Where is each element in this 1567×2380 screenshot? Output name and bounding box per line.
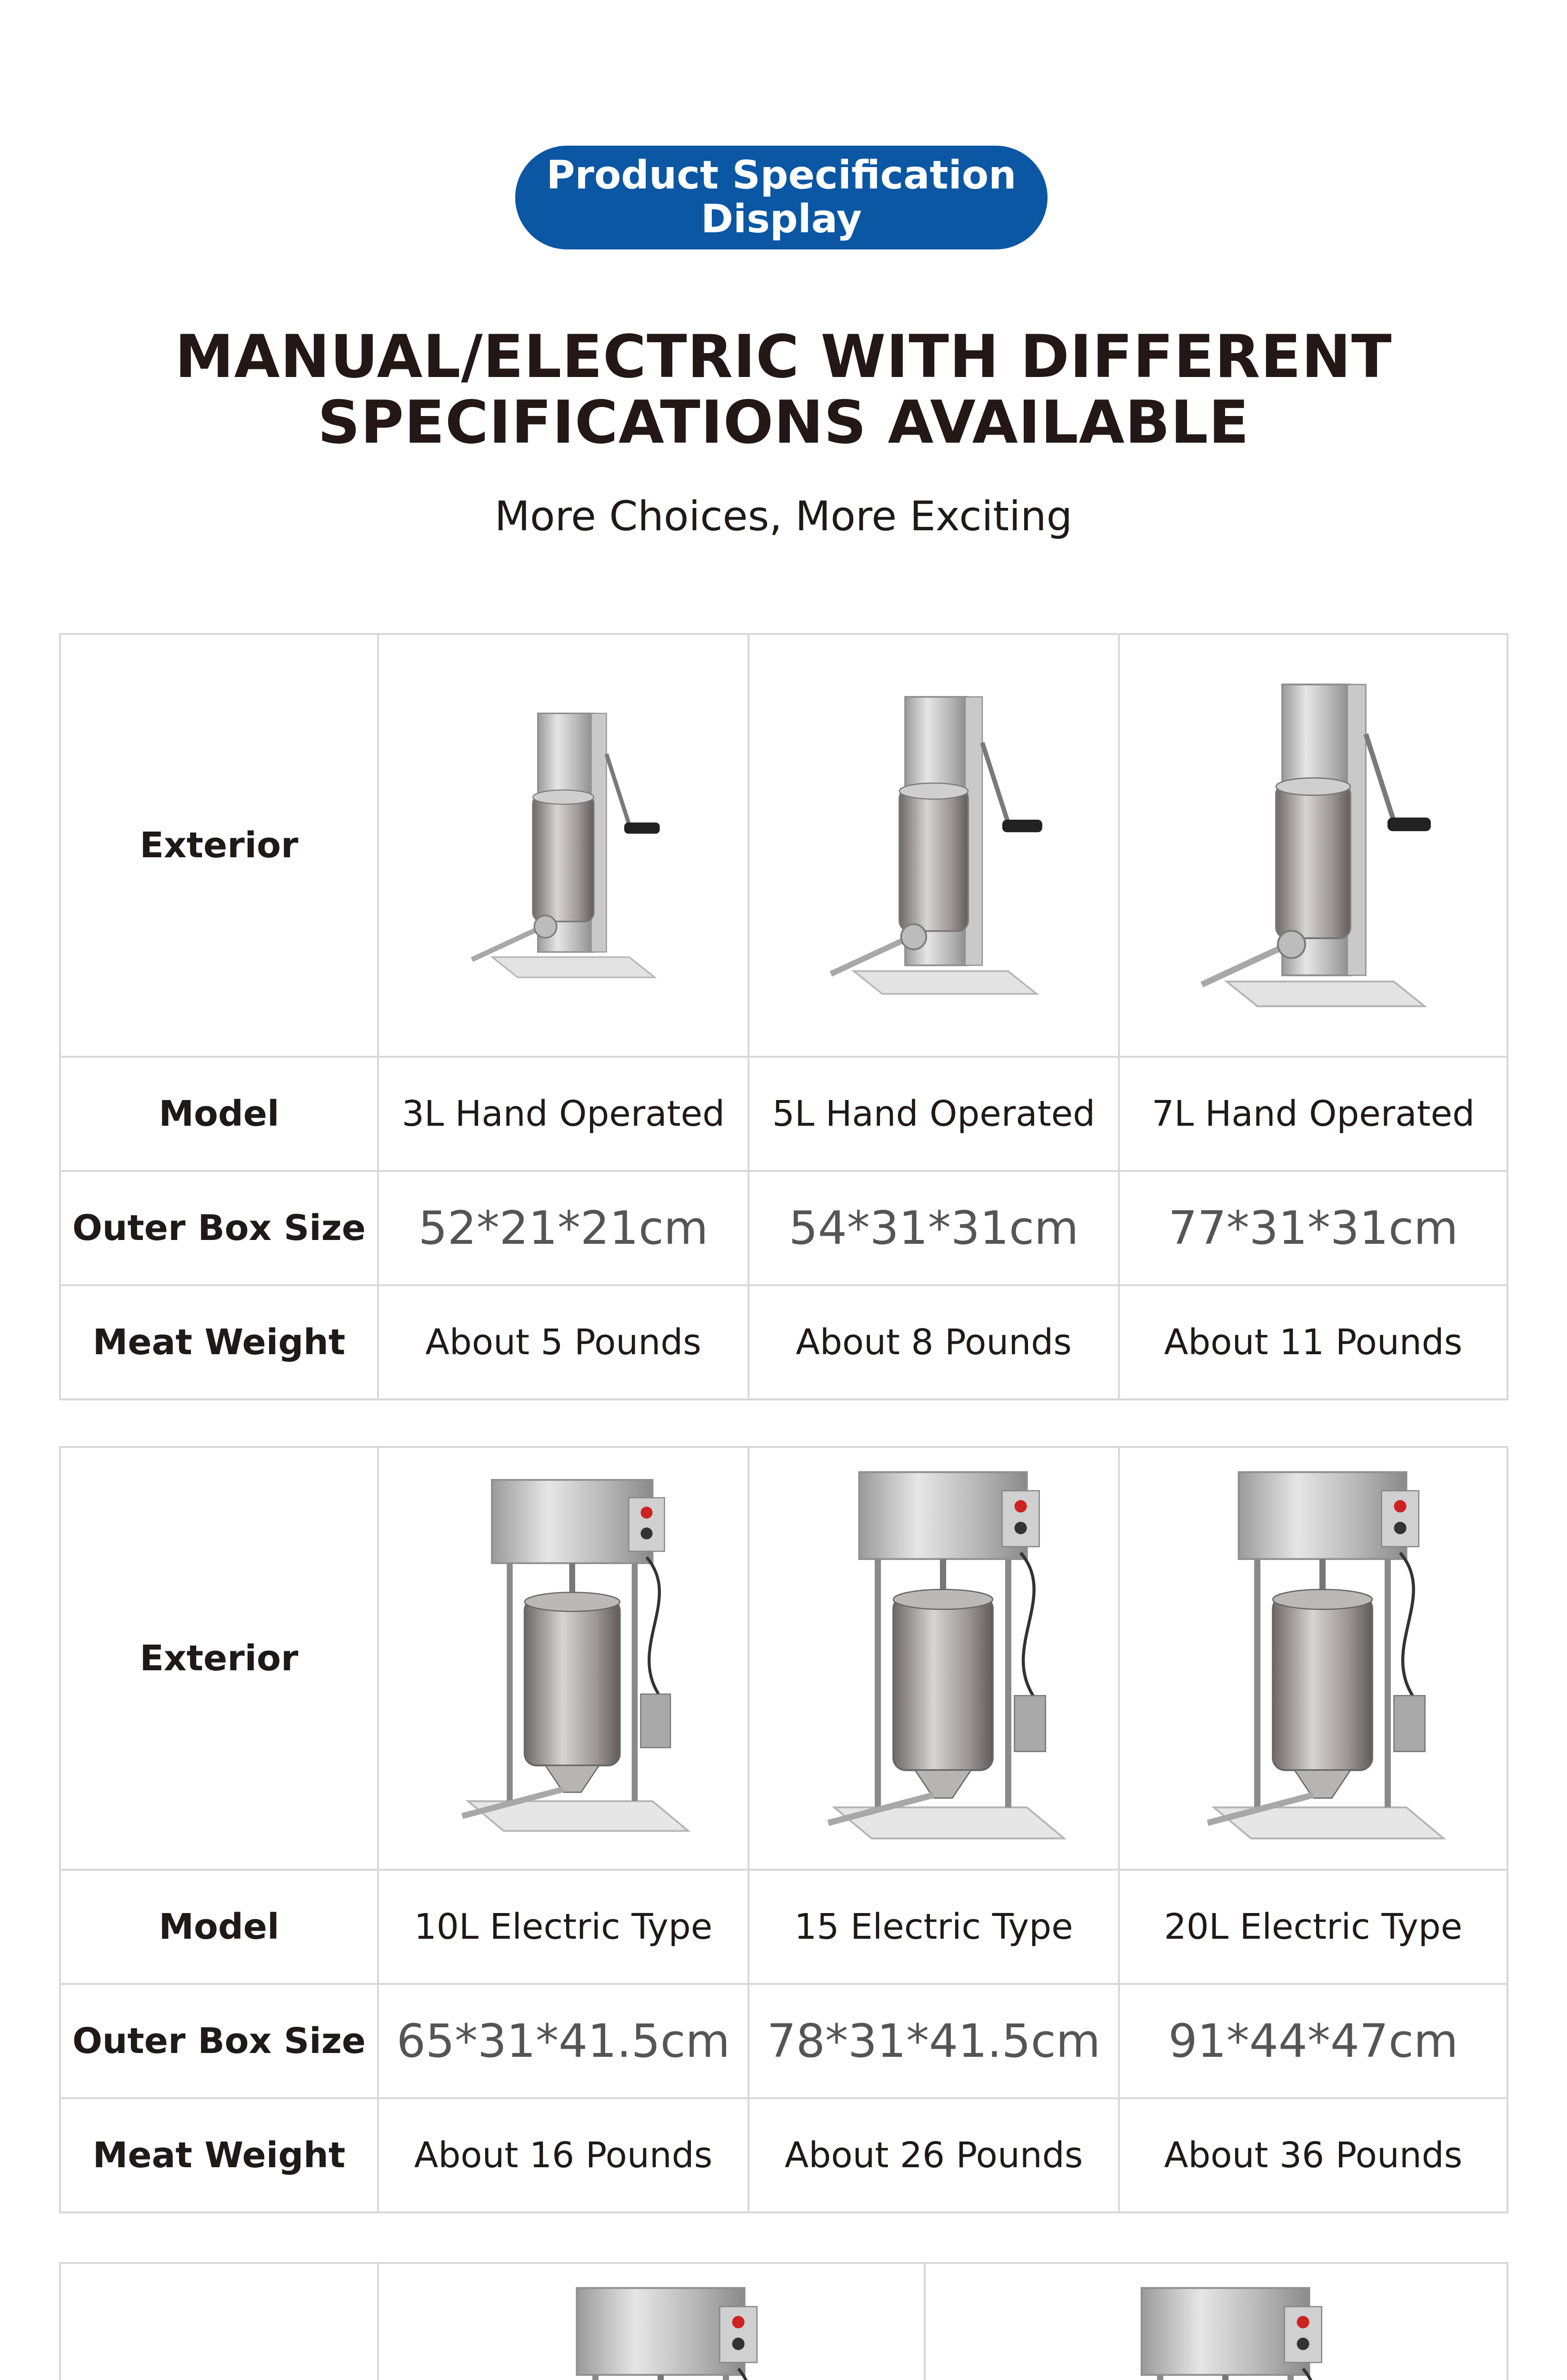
product-image-10l-electric — [378, 1447, 749, 1870]
meat-weight-cell: About 16 Pounds — [378, 2098, 749, 2212]
row-label-meat-weight: Meat Weight — [60, 2098, 378, 2212]
spec-table-electric-2 — [59, 2262, 1508, 2380]
row-label-model: Model — [60, 1057, 378, 1171]
spec-table-electric-1 — [59, 1446, 1508, 2213]
page-title-line-2: SPECIFICATIONS AVAILABLE — [317, 388, 1250, 457]
model-cell: 10L Electric Type — [378, 1870, 749, 1984]
row-label-exterior: Exterior — [60, 634, 378, 1057]
box-size-cell: 78*31*41.5cm — [749, 1984, 1119, 2098]
row-label-meat-weight: Meat Weight — [60, 1285, 378, 1399]
product-image-15-electric — [749, 1447, 1119, 1870]
table-row-box-size — [60, 1171, 1507, 1285]
electric-stuffer-image — [1073, 2274, 1359, 2380]
model-cell: 3L Hand Operated — [378, 1057, 749, 1171]
box-size-cell: 77*31*31cm — [1119, 1171, 1507, 1285]
section-badge — [515, 146, 1048, 249]
electric-stuffer-image — [420, 1468, 706, 1849]
badge-line-1: Product Specification — [546, 153, 1017, 198]
meat-weight-cell: About 8 Pounds — [749, 1285, 1119, 1399]
manual-stuffer-image — [1180, 660, 1447, 1031]
meat-weight-cell: About 26 Pounds — [749, 2098, 1119, 2212]
meat-weight-cell: About 36 Pounds — [1119, 2098, 1507, 2212]
model-cell: 20L Electric Type — [1119, 1870, 1507, 1984]
product-image-20l-electric — [1119, 1447, 1507, 1870]
product-image-7l-manual — [1119, 634, 1507, 1057]
product-image-5l-manual — [749, 634, 1119, 1057]
box-size-cell: 65*31*41.5cm — [378, 1984, 749, 2098]
manual-stuffer-image — [444, 693, 682, 998]
spec-table-manual — [59, 633, 1508, 1400]
product-image-30l-electric — [925, 2263, 1507, 2380]
model-cell: 15 Electric Type — [749, 1870, 1119, 1984]
table-row-meat-weight — [60, 1285, 1507, 1399]
box-size-cell: 52*21*21cm — [378, 1171, 749, 1285]
table-row-model — [60, 1057, 1507, 1171]
product-image-3l-manual — [378, 634, 749, 1057]
model-cell: 5L Hand Operated — [749, 1057, 1119, 1171]
electric-stuffer-image — [791, 1458, 1077, 1858]
box-size-cell: 54*31*31cm — [749, 1171, 1119, 1285]
row-label-model: Model — [60, 1870, 378, 1984]
row-label-exterior: Exterior — [60, 1447, 378, 1870]
electric-stuffer-image — [509, 2274, 794, 2380]
row-label-outer-box-size: Outer Box Size — [60, 1984, 378, 2098]
electric-stuffer-image — [1170, 1458, 1456, 1858]
badge-line-2: Display — [700, 197, 862, 242]
table-row-exterior — [60, 1447, 1507, 1870]
box-size-cell: 91*44*47cm — [1119, 1984, 1507, 2098]
row-label-outer-box-size: Outer Box Size — [60, 1171, 378, 1285]
product-image-25l-electric — [378, 2263, 925, 2380]
page-title-line-1: MANUAL/ELECTRIC WITH DIFFERENT — [175, 323, 1392, 391]
table-row-meat-weight — [60, 2098, 1507, 2212]
meat-weight-cell: About 5 Pounds — [378, 1285, 749, 1399]
table-row-exterior — [60, 634, 1507, 1057]
table-row-model — [60, 1870, 1507, 1984]
manual-stuffer-image — [800, 674, 1067, 1017]
page-subtitle: More Choices, More Exciting — [494, 493, 1073, 540]
table-row-exterior — [60, 2263, 1507, 2380]
model-cell: 7L Hand Operated — [1119, 1057, 1507, 1171]
meat-weight-cell: About 11 Pounds — [1119, 1285, 1507, 1399]
table-row-box-size — [60, 1984, 1507, 2098]
row-label-exterior — [60, 2263, 378, 2380]
